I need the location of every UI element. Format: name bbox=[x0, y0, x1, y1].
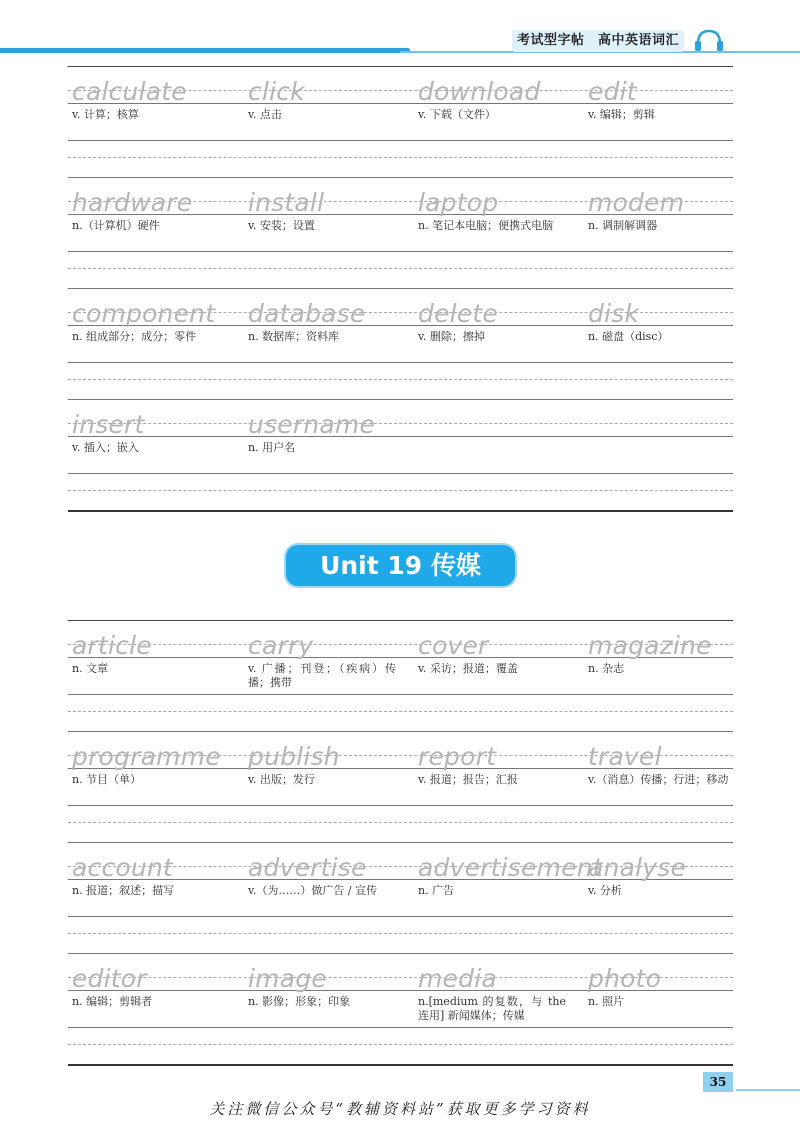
vocab-word: modem bbox=[588, 188, 685, 217]
vocab-word: advertisement bbox=[418, 853, 603, 882]
vocab-entry bbox=[418, 743, 588, 787]
guide-line bbox=[68, 711, 733, 712]
vocab-entry bbox=[588, 189, 758, 233]
vocab-word: advertise bbox=[248, 853, 367, 882]
guide-line bbox=[68, 379, 733, 380]
vocab-entry bbox=[418, 189, 588, 233]
word-row bbox=[68, 842, 733, 953]
vocab-meaning: n.[medium 的复数，与 the 连用] 新闻媒体；传媒 bbox=[418, 995, 566, 1022]
vocab-meaning: n.（计算机）硬件 bbox=[72, 219, 160, 232]
vocab-meaning: v. 编辑；剪辑 bbox=[588, 108, 655, 121]
vocab-entry bbox=[248, 300, 418, 344]
vocab-meaning: n. 广告 bbox=[418, 884, 455, 897]
vocab-entry bbox=[72, 854, 242, 898]
vocab-word: click bbox=[248, 77, 305, 106]
guide-line bbox=[68, 251, 733, 252]
guide-line bbox=[68, 157, 733, 158]
vocab-meaning: v. 计算；核算 bbox=[72, 108, 139, 121]
guide-line bbox=[68, 805, 733, 806]
vocab-entry bbox=[588, 300, 758, 344]
vocab-word: delete bbox=[418, 299, 498, 328]
vocab-meaning: v. 下载（文件） bbox=[418, 108, 496, 121]
vocab-word: editor bbox=[72, 964, 147, 993]
vocab-entry bbox=[72, 632, 242, 676]
guide-line bbox=[68, 510, 733, 512]
footer-note: 关注微信公众号“教辅资料站”获取更多学习资料 bbox=[209, 1100, 591, 1118]
vocab-word: calculate bbox=[72, 77, 187, 106]
vocab-entry bbox=[72, 189, 242, 233]
guide-line bbox=[68, 362, 733, 363]
vocab-word: image bbox=[248, 964, 327, 993]
guide-line bbox=[68, 1064, 733, 1066]
header-accent-bar bbox=[0, 48, 410, 53]
vocab-entry bbox=[588, 854, 758, 898]
word-row bbox=[68, 288, 733, 399]
vocab-meaning: n. 杂志 bbox=[588, 662, 625, 675]
word-row bbox=[68, 731, 733, 842]
vocab-meaning: v. 出版；发行 bbox=[248, 773, 315, 786]
vocab-meaning: v. 点击 bbox=[248, 108, 282, 121]
vocab-meaning: n. 数据库；资料库 bbox=[248, 330, 340, 343]
guide-line bbox=[68, 933, 733, 934]
vocab-entry bbox=[418, 78, 588, 122]
vocab-entry bbox=[248, 632, 418, 690]
vocab-word: article bbox=[72, 631, 152, 660]
vocab-meaning: v. 广播；刊登；（疾病）传播；携带 bbox=[248, 662, 396, 689]
vocab-word: analyse bbox=[588, 853, 687, 882]
vocab-meaning: v. 删除；擦掉 bbox=[418, 330, 485, 343]
word-row bbox=[68, 399, 733, 510]
vocab-entry bbox=[72, 965, 242, 1009]
vocab-meaning: v. 采访；报道；覆盖 bbox=[418, 662, 518, 675]
guide-line bbox=[68, 1027, 733, 1028]
vocab-meaning: n. 节目（单） bbox=[72, 773, 142, 786]
vocab-entry bbox=[248, 78, 418, 122]
word-row bbox=[68, 953, 733, 1064]
vocab-entry bbox=[418, 300, 588, 344]
vocab-entry bbox=[588, 743, 758, 787]
vocab-entry bbox=[248, 854, 418, 898]
header-title: 考试型字帖 高中英语词汇 bbox=[512, 30, 684, 52]
vocab-entry bbox=[248, 965, 418, 1009]
vocab-word: install bbox=[248, 188, 325, 217]
vocab-word: disk bbox=[588, 299, 640, 328]
vocab-entry bbox=[248, 411, 418, 455]
vocab-meaning: n. 照片 bbox=[588, 995, 625, 1008]
vocab-entry bbox=[588, 78, 758, 122]
vocab-word: publish bbox=[248, 742, 340, 771]
vocab-word: photo bbox=[588, 964, 662, 993]
page-number: 35 bbox=[703, 1072, 733, 1092]
vocab-meaning: v. 报道；报告；汇报 bbox=[418, 773, 518, 786]
vocab-entry bbox=[418, 853, 603, 898]
vocab-word: media bbox=[418, 964, 497, 993]
guide-line bbox=[68, 140, 733, 141]
vocab-word: report bbox=[418, 742, 497, 771]
vocab-entry bbox=[72, 411, 242, 455]
vocab-word: component bbox=[72, 299, 216, 328]
vocab-meaning: n. 文章 bbox=[72, 662, 109, 675]
guide-line bbox=[68, 1044, 733, 1045]
guide-line bbox=[68, 916, 733, 917]
vocab-word: magazine bbox=[588, 631, 712, 660]
vocab-meaning: v. 分析 bbox=[588, 884, 622, 897]
vocab-meaning: n. 影像；形象；印象 bbox=[248, 995, 351, 1008]
vocab-word: username bbox=[248, 410, 376, 439]
vocab-meaning: v.（为……）做广告 / 宣传 bbox=[248, 884, 378, 897]
vocab-word: database bbox=[248, 299, 366, 328]
vocab-word: insert bbox=[72, 410, 145, 439]
vocab-word: hardware bbox=[72, 188, 193, 217]
word-row bbox=[68, 177, 733, 288]
guide-line bbox=[68, 822, 733, 823]
vocab-meaning: n. 编辑；剪辑者 bbox=[72, 995, 153, 1008]
vocab-meaning: n. 笔记本电脑；便携式电脑 bbox=[418, 219, 554, 232]
vocab-entry bbox=[418, 965, 588, 1023]
vocab-entry bbox=[588, 632, 758, 676]
vocab-meaning: v.（消息）传播；行进；移动 bbox=[588, 773, 729, 786]
vocab-meaning: v. 安装；设置 bbox=[248, 219, 315, 232]
vocab-entry bbox=[588, 965, 758, 1009]
vocab-word: travel bbox=[588, 742, 662, 771]
footer-rule bbox=[736, 1089, 800, 1091]
vocab-entry bbox=[248, 189, 418, 233]
vocab-meaning: n. 调制解调器 bbox=[588, 219, 658, 232]
vocab-meaning: n. 磁盘（disc） bbox=[588, 330, 669, 343]
vocab-entry bbox=[72, 300, 242, 344]
vocab-word: account bbox=[72, 853, 173, 882]
vocab-meaning: v. 插入；嵌入 bbox=[72, 441, 139, 454]
vocab-meaning: n. 组成部分；成分；零件 bbox=[72, 330, 197, 343]
vocab-word: edit bbox=[588, 77, 637, 106]
guide-line bbox=[68, 490, 733, 491]
word-row bbox=[68, 66, 733, 177]
word-row bbox=[68, 620, 733, 731]
guide-line bbox=[68, 694, 733, 695]
unit-title-banner: Unit 19 传媒 bbox=[286, 545, 515, 586]
vocab-word: programme bbox=[72, 742, 221, 771]
vocab-entry bbox=[248, 743, 418, 787]
vocab-entry bbox=[72, 78, 242, 122]
vocab-meaning: n. 报道；叙述；描写 bbox=[72, 884, 175, 897]
vocab-word: download bbox=[418, 77, 541, 106]
vocab-meaning: n. 用户名 bbox=[248, 441, 296, 454]
vocab-word: laptop bbox=[418, 188, 499, 217]
vocab-entry bbox=[418, 632, 588, 676]
vocab-word: carry bbox=[248, 631, 314, 660]
headphone-icon bbox=[692, 28, 726, 52]
vocab-entry bbox=[72, 743, 242, 787]
guide-line bbox=[68, 268, 733, 269]
guide-line bbox=[68, 473, 733, 474]
vocab-word: cover bbox=[418, 631, 489, 660]
